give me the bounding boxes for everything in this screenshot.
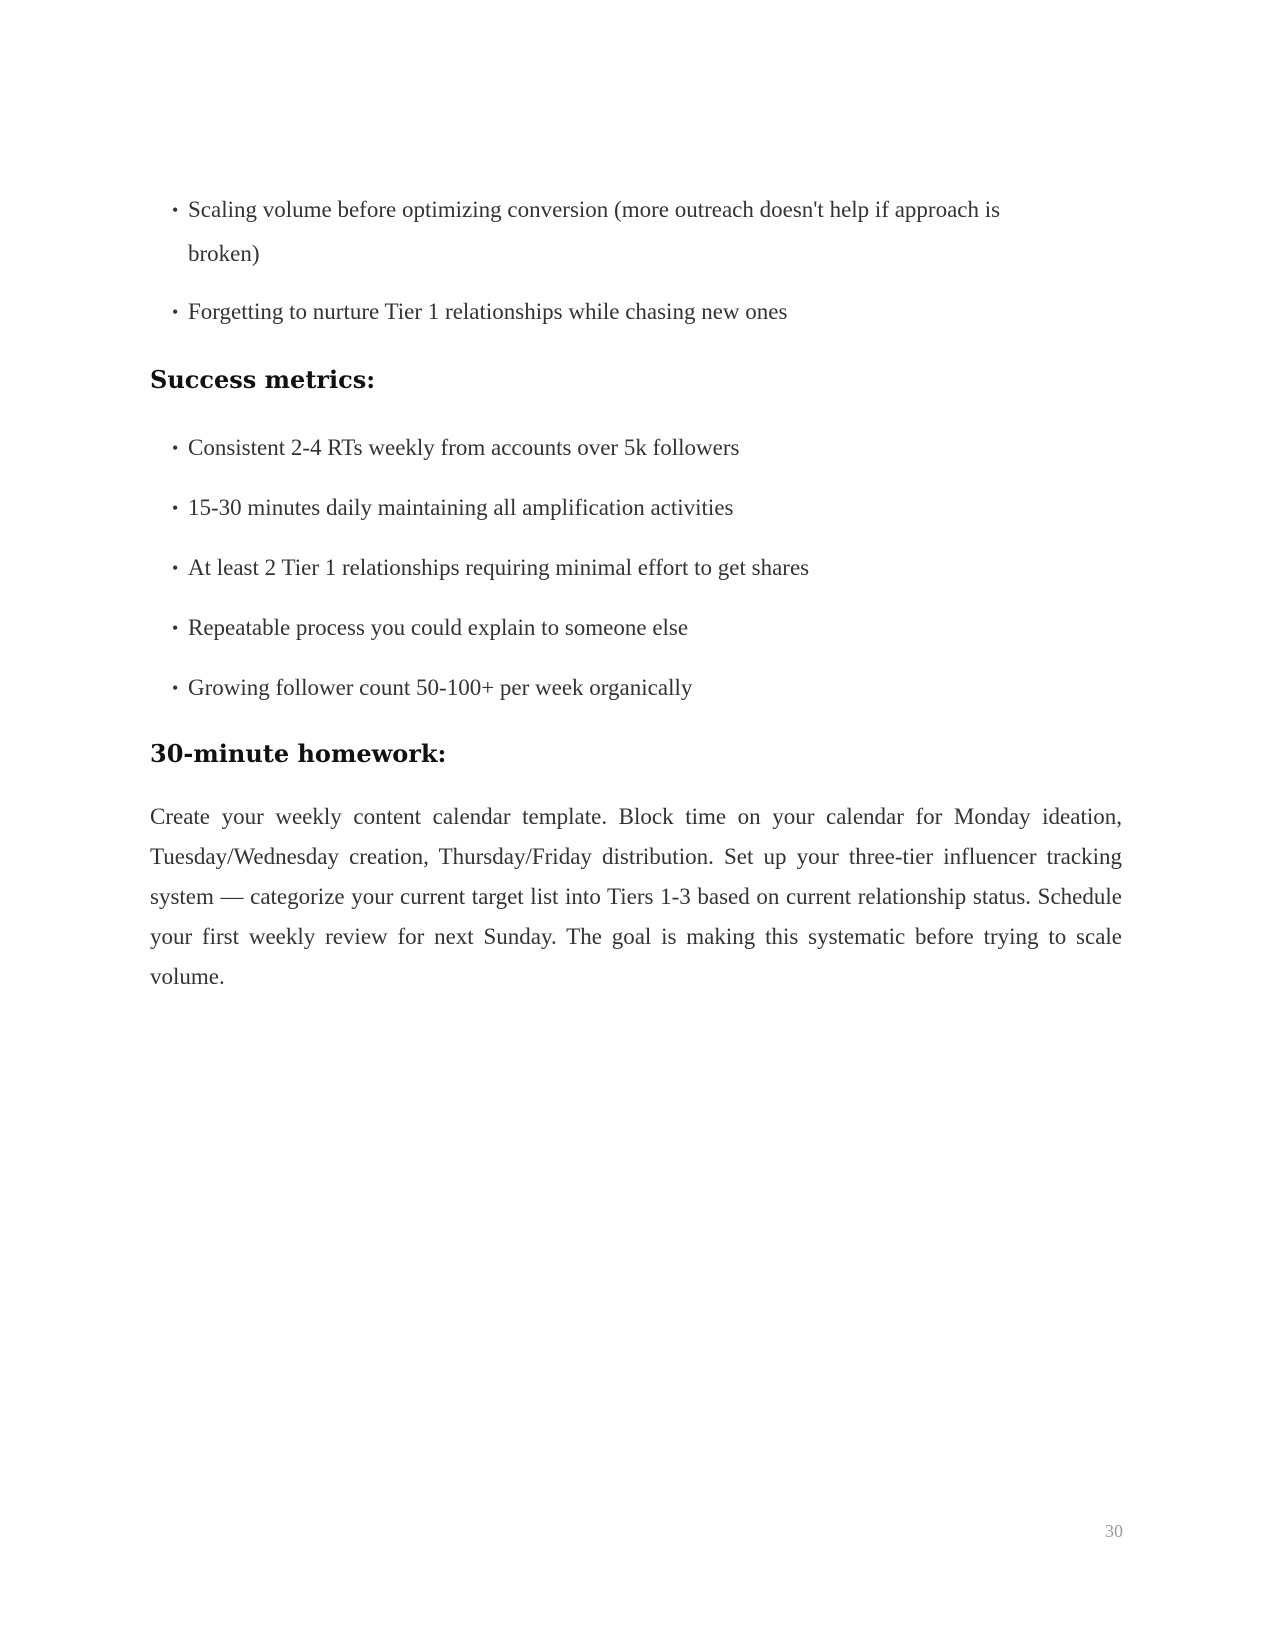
page-number: 30 bbox=[1105, 1521, 1123, 1541]
homework-paragraph: Create your weekly content calendar template. Block time on your calendar for Monday ideation, Tuesday/Wednesday creation, Thursday/Friday distribution. Set up your three-tier influencer tracking system — categorize your current target list into Tiers 1-3 based on current relationship status. Schedule your first weekly review for next Sunday. The goal is making this systematic before trying to scale volume. bbox=[150, 804, 1122, 989]
success-metrics-list bbox=[150, 426, 1070, 710]
list-item: • Consistent 2-4 RTs weekly from accounts over 5k followers bbox=[150, 426, 1070, 470]
list-item: • Growing follower count 50-100+ per week organically bbox=[150, 666, 1070, 710]
list-item: • At least 2 Tier 1 relationships requiring minimal effort to get shares bbox=[150, 546, 1070, 590]
homework-heading: 30-minute homework: bbox=[150, 739, 447, 768]
list-item: • Repeatable process you could explain to someone else bbox=[150, 606, 1070, 650]
pitfalls-list bbox=[150, 188, 1070, 334]
list-item: • Forgetting to nurture Tier 1 relationships while chasing new ones bbox=[150, 290, 1070, 334]
list-item: • Scaling volume before optimizing conversion (more outreach doesn't help if approach is broken) bbox=[150, 188, 1070, 276]
list-item: • 15-30 minutes daily maintaining all amplification activities bbox=[150, 486, 1070, 530]
success-metrics-heading: Success metrics: bbox=[150, 365, 376, 394]
